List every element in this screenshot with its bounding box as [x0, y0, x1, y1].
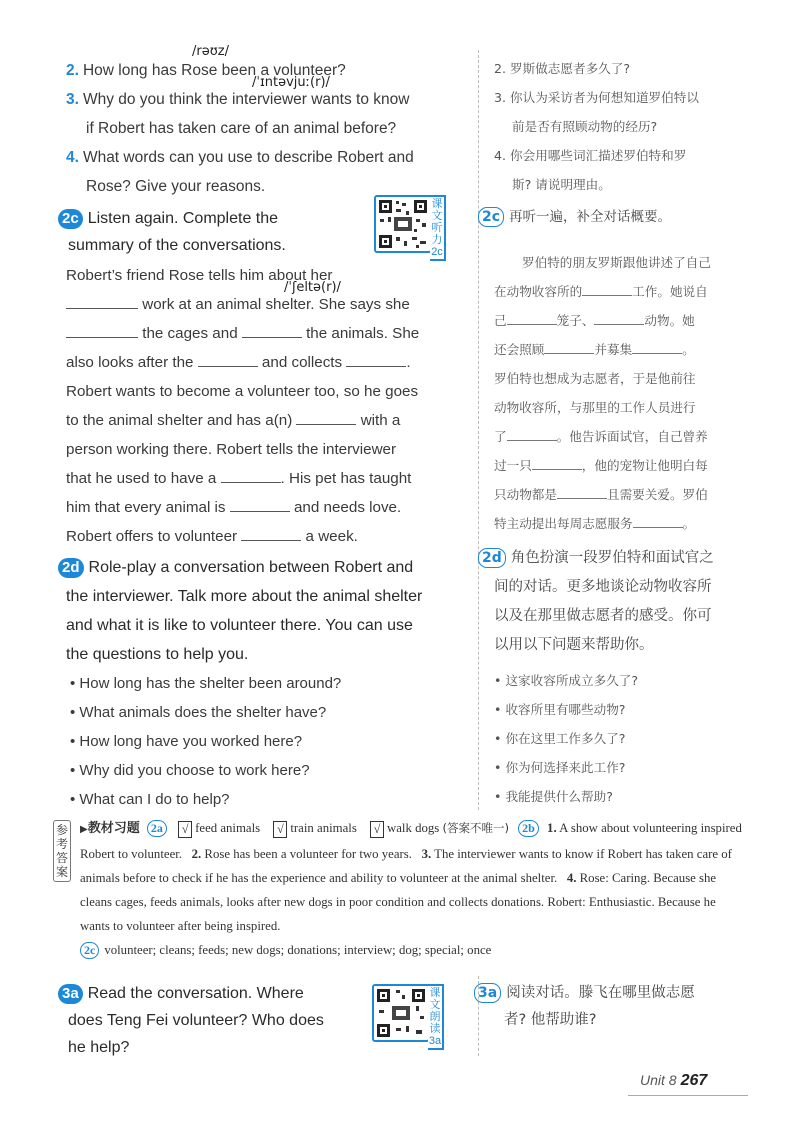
answer-blank[interactable]: [296, 410, 356, 425]
zh-question: 4. 你会用哪些词汇描述罗伯特和罗: [494, 148, 687, 163]
summary-line: [66, 319, 462, 348]
summary-text: work at an animal shelter. She says she: [138, 296, 410, 313]
play-triangle-icon: ▶: [80, 824, 88, 835]
zh-bullet-text: 你在这里工作多久了?: [505, 731, 626, 746]
zh-title-text: 再听一遍，补全对话概要。: [509, 209, 672, 225]
answer-badge: 2a: [147, 820, 167, 837]
zh-title-text: 者? 他帮助谁?: [504, 1012, 597, 1028]
question-text-cont: Rose? Give your reasons.: [86, 178, 266, 195]
check-text: walk dogs: [387, 821, 440, 835]
summary-line: [66, 435, 462, 464]
answer-text: Rose: Caring. Because she cleans cages, feeds animals, looks after new dogs in poor condition and collects donations. Robert: Enthusiastic. Because he wants to volunteer after being inspired.: [80, 871, 717, 933]
section-badge: 2d: [478, 548, 506, 568]
title-line: and what it is like to volunteer there. You can use: [66, 617, 413, 634]
right-column: [482, 50, 744, 811]
zh-text: 动物。她: [644, 313, 695, 328]
answer-blank[interactable]: [582, 283, 632, 296]
zh-text: 只动物都是: [494, 487, 557, 502]
page-number: 267: [680, 1072, 708, 1089]
answer-note: (答案不唯一): [442, 821, 509, 835]
answer-badge: 2b: [518, 820, 539, 837]
zh-text: 笼子、: [556, 313, 595, 328]
answer-blank[interactable]: [66, 323, 138, 338]
check-box-icon: √: [178, 821, 192, 838]
question-text-cont: if Robert has taken care of an animal before?: [86, 120, 397, 137]
zh-line: [494, 364, 744, 393]
zh-text: 在动物收容所的: [494, 284, 583, 299]
zh-question: 前是否有照顾动物的经历?: [512, 119, 658, 134]
summary-line: [66, 261, 462, 290]
question-number: 3.: [66, 91, 79, 108]
summary-line: [66, 464, 462, 493]
footer-rule: [628, 1095, 748, 1096]
summary-text: and needs love.: [289, 499, 402, 516]
section-3a: [58, 980, 358, 1061]
zh-title-text: 阅读对话。滕飞在哪里做志愿: [506, 985, 695, 1001]
title-line: summary of the conversations.: [68, 237, 286, 254]
phonetic-interview: /ˈɪntəvjuː(r)/: [252, 75, 330, 90]
answer-blank[interactable]: [544, 341, 594, 354]
zh-text: ，他的宠物让他明白每: [581, 458, 708, 473]
question-text: Why do you think the interviewer wants to know: [82, 91, 410, 108]
title-line: does Teng Fei volunteer? Who does: [68, 1012, 324, 1029]
summary-line: [66, 377, 462, 406]
question-3: [66, 75, 462, 143]
zh-bullets: [494, 666, 744, 811]
qr-code[interactable]: [374, 195, 432, 253]
answer-key-body: [56, 816, 746, 962]
question-number: 2.: [66, 62, 79, 79]
zh-bullet-text: 我能提供什么帮助?: [505, 789, 613, 804]
title-line: Read the conversation. Where: [87, 985, 304, 1002]
zh-line: [494, 306, 744, 335]
answer-text: volunteer; cleans; feeds; new dogs; donations; interview; dog; special; once: [104, 943, 492, 957]
title-line: Listen again. Complete the: [87, 210, 279, 227]
bullet-text: What animals does the shelter have?: [79, 704, 327, 721]
zh-line: [494, 277, 744, 306]
summary-text: a week.: [301, 528, 358, 545]
zh-bullet: • 你在这里工作多久了?: [494, 731, 626, 746]
zh-text: 罗伯特也想成为志愿者，于是他前往: [494, 371, 696, 386]
zh-bullet: • 你为何选择来此工作?: [494, 760, 626, 775]
section-2d-title: [58, 553, 462, 582]
summary-text: to the animal shelter and has a(n): [66, 412, 297, 429]
bullet-item: • How long has the shelter been around?: [70, 675, 342, 692]
answer-blank[interactable]: [66, 294, 138, 309]
bullet-text: Why did you choose to work here?: [79, 762, 310, 779]
section-2c: [62, 198, 462, 551]
bullet-text: How long have you worked here?: [79, 733, 303, 750]
answer-blank[interactable]: [532, 457, 582, 470]
title-line: the questions to help you.: [66, 646, 249, 663]
zh-text: 。: [682, 342, 695, 357]
summary-line: [66, 493, 462, 522]
bullet-item: • How long have you worked here?: [70, 733, 303, 750]
summary-text: Robert’s friend Rose tells him about her: [66, 267, 333, 284]
answer-text: The interviewer wants to know if Robert has taken care of animals before to check if he has the experience and ability to volunteer at the animal shelter.: [80, 847, 732, 885]
zh-line: [494, 393, 744, 422]
zh-bullet-text: 收容所里有哪些动物?: [505, 702, 626, 717]
answer-badge: 2c: [80, 942, 99, 959]
zh-3a-title: [474, 980, 744, 1007]
qr-tag-listening: 课文听力2c: [430, 195, 446, 261]
bullet-text: What can I do to help?: [79, 791, 230, 808]
zh-summary: [494, 248, 744, 538]
section-3a-title: [58, 980, 358, 1007]
summary-text: Robert offers to volunteer: [66, 528, 242, 545]
zh-text: 罗伯特的朋友罗斯跟他讲述了自己: [522, 255, 711, 270]
phonetic-rose: /rəʊz/: [192, 44, 229, 59]
answer-blank[interactable]: [198, 352, 258, 367]
summary-text: the animals. She: [301, 325, 420, 342]
zh-bullet-text: 这家收容所成立多久了?: [505, 673, 639, 688]
answer-blank[interactable]: [632, 341, 682, 354]
zh-text: 己: [494, 313, 507, 328]
title-line: the interviewer. Talk more about the animal shelter: [66, 588, 423, 605]
answer-number: 3.: [421, 847, 432, 861]
answer-key-label: 参考答案: [53, 820, 71, 882]
zh-text: 动物收容所，与那里的工作人员进行: [494, 400, 696, 415]
left-column: [62, 44, 462, 814]
section-2d: [62, 553, 462, 814]
qr-pattern-icon: [376, 197, 430, 251]
summary-text: also looks after the: [66, 354, 198, 371]
page-footer: [640, 1072, 707, 1090]
question-text: What words can you use to describe Robert and: [82, 149, 414, 166]
answer-text: Rose has been a volunteer for two years.: [204, 847, 412, 861]
zh-2d-title: [478, 544, 744, 573]
check-text: train animals: [290, 821, 357, 835]
zh-text: 且需要关爱。罗伯: [606, 487, 708, 502]
zh-title-text: 以用以下问题来帮助你。: [494, 637, 654, 653]
zh-text: 工作。她说自: [632, 284, 708, 299]
zh-line: [494, 335, 744, 364]
answer-number: 2.: [191, 847, 202, 861]
summary-line: [66, 406, 462, 435]
section-badge: 3a: [58, 984, 83, 1004]
answer-2c-line: [80, 938, 746, 962]
unit-label: Unit 8: [640, 1072, 677, 1088]
zh-question: 斯? 请说明理由。: [512, 177, 611, 192]
zh-bullet-text: 你为何选择来此工作?: [505, 760, 626, 775]
section-badge: 2d: [58, 558, 84, 578]
summary-line: [66, 290, 462, 319]
bullet-item: • Why did you choose to work here?: [70, 762, 310, 779]
zh-text: 。他告诉面试官，自己曾养: [556, 429, 708, 444]
zh-text: 。: [682, 516, 696, 531]
answer-text: A show about volunteering inspired Robert to volunteer.: [80, 821, 742, 861]
summary-line: [66, 522, 462, 551]
check-box-icon: √: [370, 821, 384, 838]
column-divider: [478, 50, 479, 810]
section-badge: 2c: [478, 207, 504, 227]
answer-number: 1.: [547, 821, 557, 835]
summary-text: the cages and: [138, 325, 242, 342]
answer-key: [56, 816, 746, 962]
qr-tag-reading: 课文朗读3a: [428, 984, 444, 1050]
answer-blank[interactable]: [507, 428, 557, 441]
zh-title-text: 间的对话。更多地谈论动物收容所: [494, 579, 712, 595]
zh-line: [494, 509, 744, 538]
question-4: [66, 143, 462, 201]
zh-bullet: • 收容所里有哪些动物?: [494, 702, 626, 717]
answer-blank[interactable]: [241, 526, 301, 541]
zh-line: [494, 451, 744, 480]
summary-text: that he used to have a: [66, 470, 221, 487]
summary-text: him that every animal is: [66, 499, 230, 516]
qr-pattern-icon: [374, 986, 428, 1040]
zh-question: 3. 你认为采访者为何想知道罗伯特以: [494, 90, 699, 105]
zh-line: [494, 480, 744, 509]
bullet-item: • What animals does the shelter have?: [70, 704, 327, 721]
answer-blank[interactable]: [633, 515, 683, 528]
answer-blank[interactable]: [557, 486, 607, 499]
zh-line: [494, 248, 744, 277]
zh-text: 特主动提出每周志愿服务: [494, 516, 633, 531]
section-badge: 3a: [474, 983, 501, 1003]
answer-head: 教材习题: [87, 821, 140, 836]
summary-text: with a: [356, 412, 401, 429]
answer-blank[interactable]: [230, 497, 290, 512]
title-line: he help?: [68, 1039, 130, 1056]
bullet-item: • What can I do to help?: [70, 791, 230, 808]
summary-text: . His pet has taught: [280, 470, 412, 487]
answer-blank[interactable]: [242, 323, 302, 338]
summary-text: .: [406, 354, 411, 371]
zh-title-text: 角色扮演一段罗伯特和面试官之: [510, 550, 714, 566]
zh-text: 了: [494, 429, 507, 444]
summary-text: person working there. Robert tells the interviewer: [66, 441, 397, 458]
zh-line: [494, 422, 744, 451]
zh-title-text: 以及在那里做志愿者的感受。你可: [494, 608, 712, 624]
answer-blank[interactable]: [594, 312, 644, 325]
question-text: How long has Rose been a volunteer?: [82, 62, 346, 79]
answer-blank[interactable]: [221, 468, 281, 483]
title-line: Role-play a conversation between Robert and: [88, 559, 414, 576]
zh-text: 过一只: [494, 458, 532, 473]
answer-number: 4.: [566, 871, 577, 885]
zh-text: 还会照顾: [494, 342, 545, 357]
zh-3a: [474, 980, 744, 1034]
summary-paragraph: [66, 261, 462, 551]
zh-bullet: • 这家收容所成立多久了?: [494, 673, 639, 688]
answer-blank[interactable]: [507, 312, 557, 325]
summary-text: and collects: [257, 354, 347, 371]
qr-code[interactable]: [372, 984, 430, 1042]
summary-line: [66, 348, 462, 377]
check-box-icon: √: [273, 821, 287, 838]
answer-blank[interactable]: [346, 352, 406, 367]
phonetic-shelter: /ˈʃeltə(r)/: [284, 280, 341, 295]
check-text: feed animals: [195, 821, 261, 835]
question-number: 4.: [66, 149, 79, 166]
zh-text: 并募集: [594, 342, 633, 357]
bullet-text: How long has the shelter been around?: [79, 675, 342, 692]
summary-text: Robert wants to become a volunteer too, so he goes: [66, 383, 419, 400]
zh-question: 2. 罗斯做志愿者多久了?: [494, 61, 631, 76]
section-badge: 2c: [58, 209, 83, 229]
zh-bullet: • 我能提供什么帮助?: [494, 789, 613, 804]
zh-2c-title: [478, 203, 744, 232]
